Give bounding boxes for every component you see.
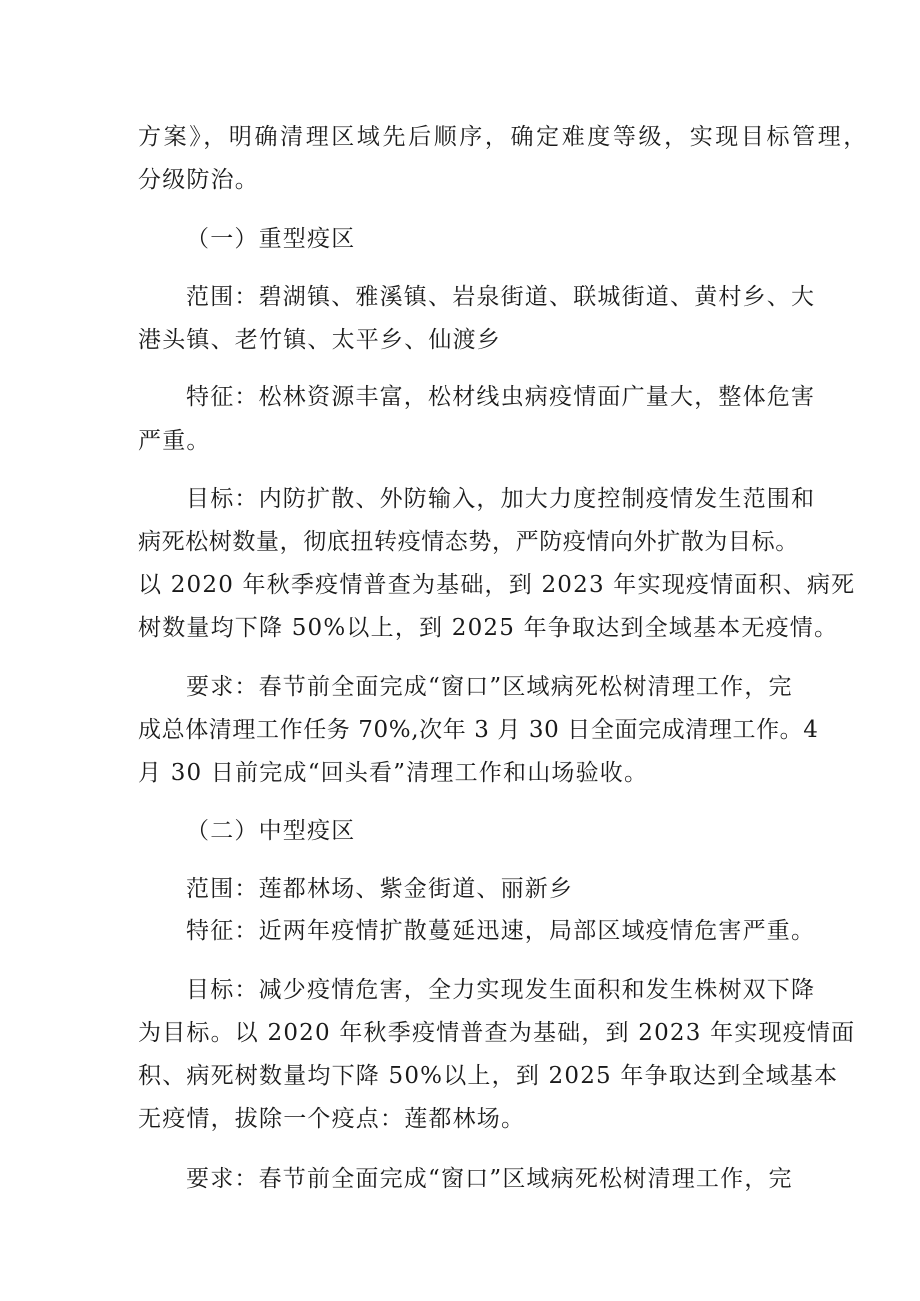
paragraph-line: 为目标。以 2020 年秋季疫情普查为基础，到 2023 年实现疫情面 xyxy=(138,1020,856,1046)
paragraph-line: 严重。 xyxy=(138,428,211,454)
paragraph-line: 月 30 日前完成“回头看”清理工作和山场验收。 xyxy=(138,760,649,786)
paragraph-line: 特征：松林资源丰富，松材线虫病疫情面广量大，整体危害 xyxy=(186,384,816,410)
paragraph-line: 要求：春节前全面完成“窗口”区域病死松树清理工作，完 xyxy=(186,1166,793,1192)
paragraph-line: 方案》，明确清理区域先后顺序，确定难度等级，实现目标管理， xyxy=(138,124,869,150)
paragraph-line: 目标：内防扩散、外防输入，加大力度控制疫情发生范围和 xyxy=(186,486,816,512)
paragraph-line: 以 2020 年秋季疫情普查为基础，到 2023 年实现疫情面积、病死 xyxy=(138,572,856,598)
section-heading: （二）中型疫区 xyxy=(186,818,356,844)
paragraph-line: 要求：春节前全面完成“窗口”区域病死松树清理工作，完 xyxy=(186,674,793,700)
paragraph-line: 成总体清理工作任务 70%,次年 3 月 30 日全面完成清理工作。4 xyxy=(138,717,819,743)
paragraph-line: 积、病死树数量均下降 50%以上，到 2025 年争取达到全域基本 xyxy=(138,1063,839,1089)
paragraph-line: 无疫情，拔除一个疫点：莲都林场。 xyxy=(138,1106,526,1132)
paragraph-line: 目标：减少疫情危害，全力实现发生面积和发生株树双下降 xyxy=(186,977,816,1003)
paragraph-line: 范围：碧湖镇、雅溪镇、岩泉街道、联城街道、黄村乡、大 xyxy=(186,284,816,310)
paragraph-line: 港头镇、老竹镇、太平乡、仙渡乡 xyxy=(138,327,501,353)
paragraph-line: 病死松树数量，彻底扭转疫情态势，严防疫情向外扩散为目标。 xyxy=(138,529,799,555)
section-heading: （一）重型疫区 xyxy=(186,226,356,252)
paragraph-line: 范围：莲都林场、紫金街道、丽新乡 xyxy=(186,876,574,902)
paragraph-line: 树数量均下降 50%以上，到 2025 年争取达到全域基本无疫情。 xyxy=(138,615,839,641)
paragraph-line: 分级防治。 xyxy=(138,167,259,193)
paragraph-line: 特征：近两年疫情扩散蔓延迅速，局部区域疫情危害严重。 xyxy=(186,918,816,944)
